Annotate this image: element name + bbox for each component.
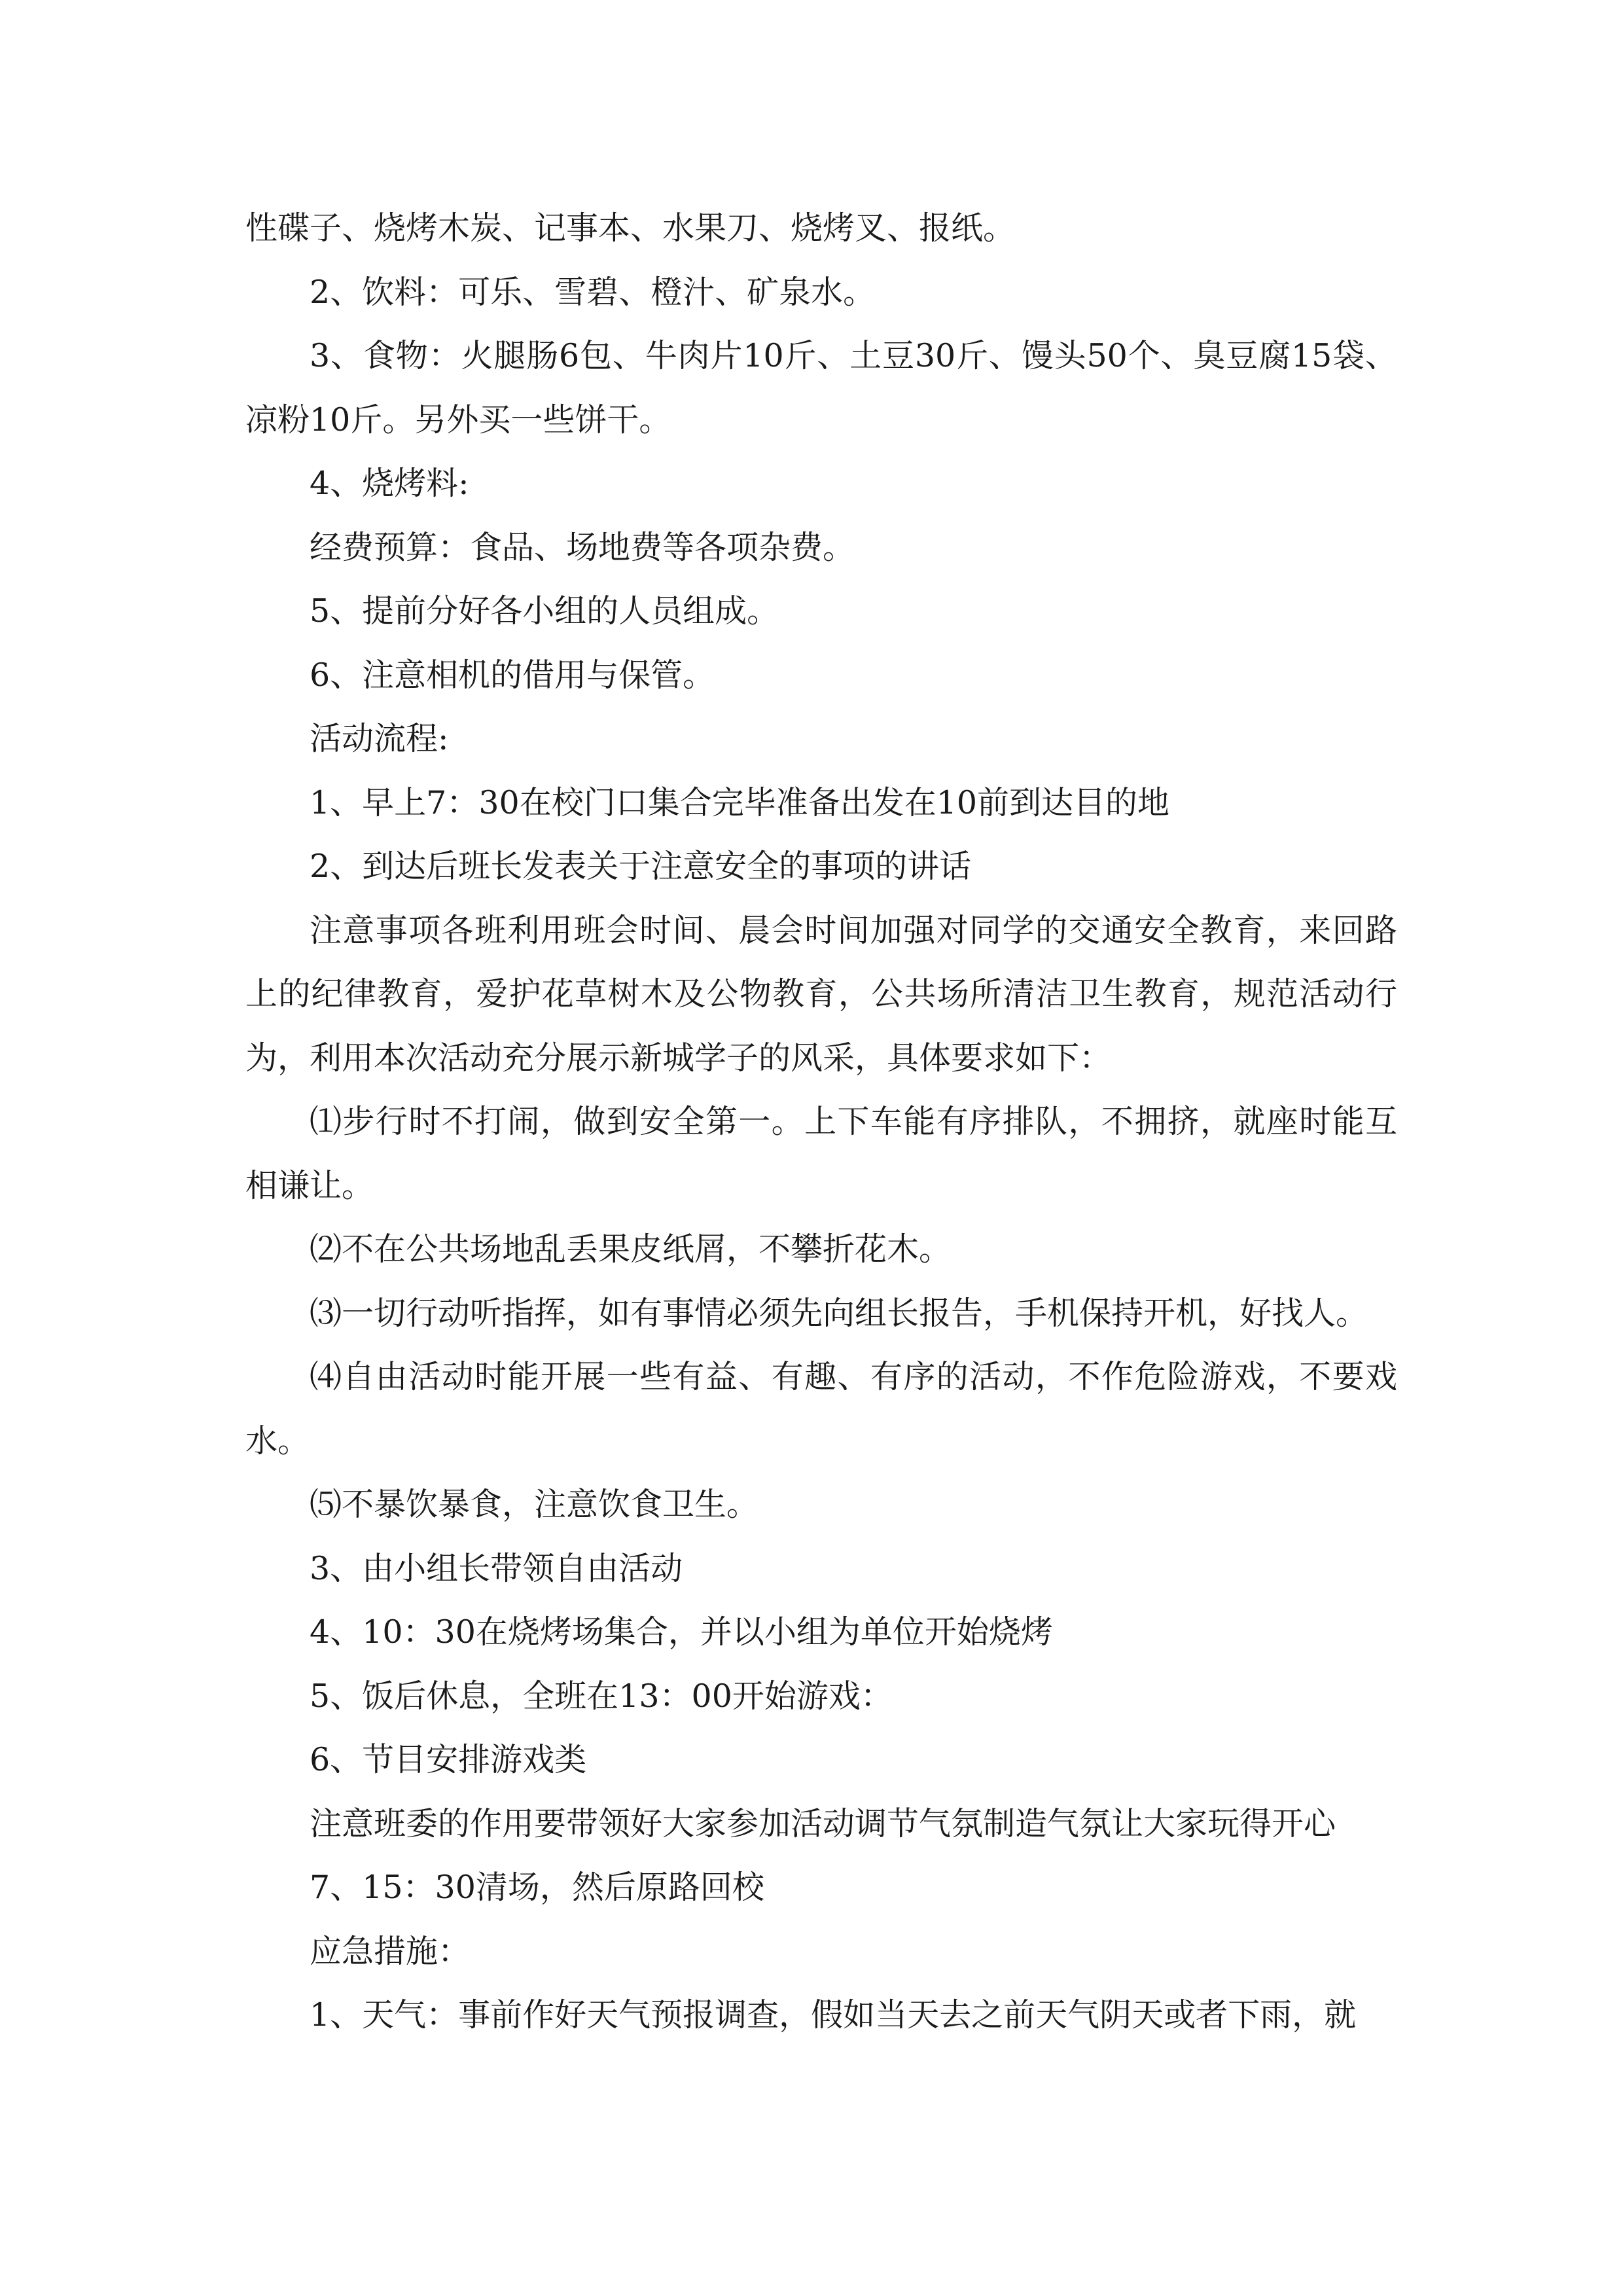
paragraph: ⑶一切行动听指挥，如有事情必须先向组长报告，手机保持开机，好找人。	[310, 1294, 1368, 1332]
paragraph: 注意班委的作用要带领好大家参加活动调节气氛制造气氛让大家玩得开心	[310, 1804, 1336, 1842]
paragraph: 5、饭后休息，全班在13：00开始游戏：	[310, 1677, 893, 1715]
paragraph: 2、饮料：可乐、雪碧、橙汁、矿泉水。	[310, 273, 876, 311]
paragraph: 6、节目安排游戏类	[310, 1741, 587, 1778]
document-body	[245, 196, 1397, 2047]
paragraph: 6、注意相机的借用与保管。	[310, 656, 715, 694]
paragraph: 3、由小组长带领自由活动	[310, 1549, 683, 1587]
paragraph: 5、提前分好各小组的人员组成。	[310, 592, 779, 630]
paragraph: 1、天气：事前作好天气预报调查，假如当天去之前天气阴天或者下雨，就	[310, 1996, 1357, 2034]
paragraph: 4、10：30在烧烤场集合，并以小组为单位开始烧烤	[310, 1613, 1053, 1651]
paragraph: 3、食物：火腿肠6包、牛肉片10斤、土豆30斤、馒头50个、臭豆腐15袋、凉粉10斤。另外买一些饼干。	[245, 337, 1397, 439]
paragraph: ⑵不在公共场地乱丢果皮纸屑，不攀折花木。	[310, 1230, 952, 1268]
paragraph: ⑸不暴饮暴食，注意饮食卫生。	[310, 1486, 759, 1523]
paragraph: 应急措施：	[310, 1932, 471, 1970]
paragraph: 经费预算：食品、场地费等各项杂费。	[310, 528, 855, 566]
paragraph: 7、15：30清场，然后原路回校	[310, 1869, 764, 1906]
paragraph: 1、早上7：30在校门口集合完毕准备出发在10前到达目的地	[310, 783, 1170, 821]
paragraph: 活动流程:	[310, 720, 449, 757]
paragraph: 4、烧烤料:	[310, 465, 469, 502]
paragraph: ⑴步行时不打闹，做到安全第一。上下车能有序排队，不拥挤，就座时能互相谦让。	[245, 1103, 1397, 1204]
paragraph: 2、到达后班长发表关于注意安全的事项的讲话	[310, 848, 972, 885]
paragraph: 性碟子、烧烤木炭、记事本、水果刀、烧烤叉、报纸。	[245, 209, 1016, 247]
paragraph: ⑷自由活动时能开展一些有益、有趣、有序的活动，不作危险游戏，不要戏水。	[245, 1358, 1397, 1460]
paragraph: 注意事项各班利用班会时间、晨会时间加强对同学的交通安全教育，来回路上的纪律教育，爱护花草树木及公物教育，公共场所清洁卫生教育，规范活动行为，利用本次活动充分展示新城学子的风采，具体要求如下：	[245, 911, 1397, 1077]
